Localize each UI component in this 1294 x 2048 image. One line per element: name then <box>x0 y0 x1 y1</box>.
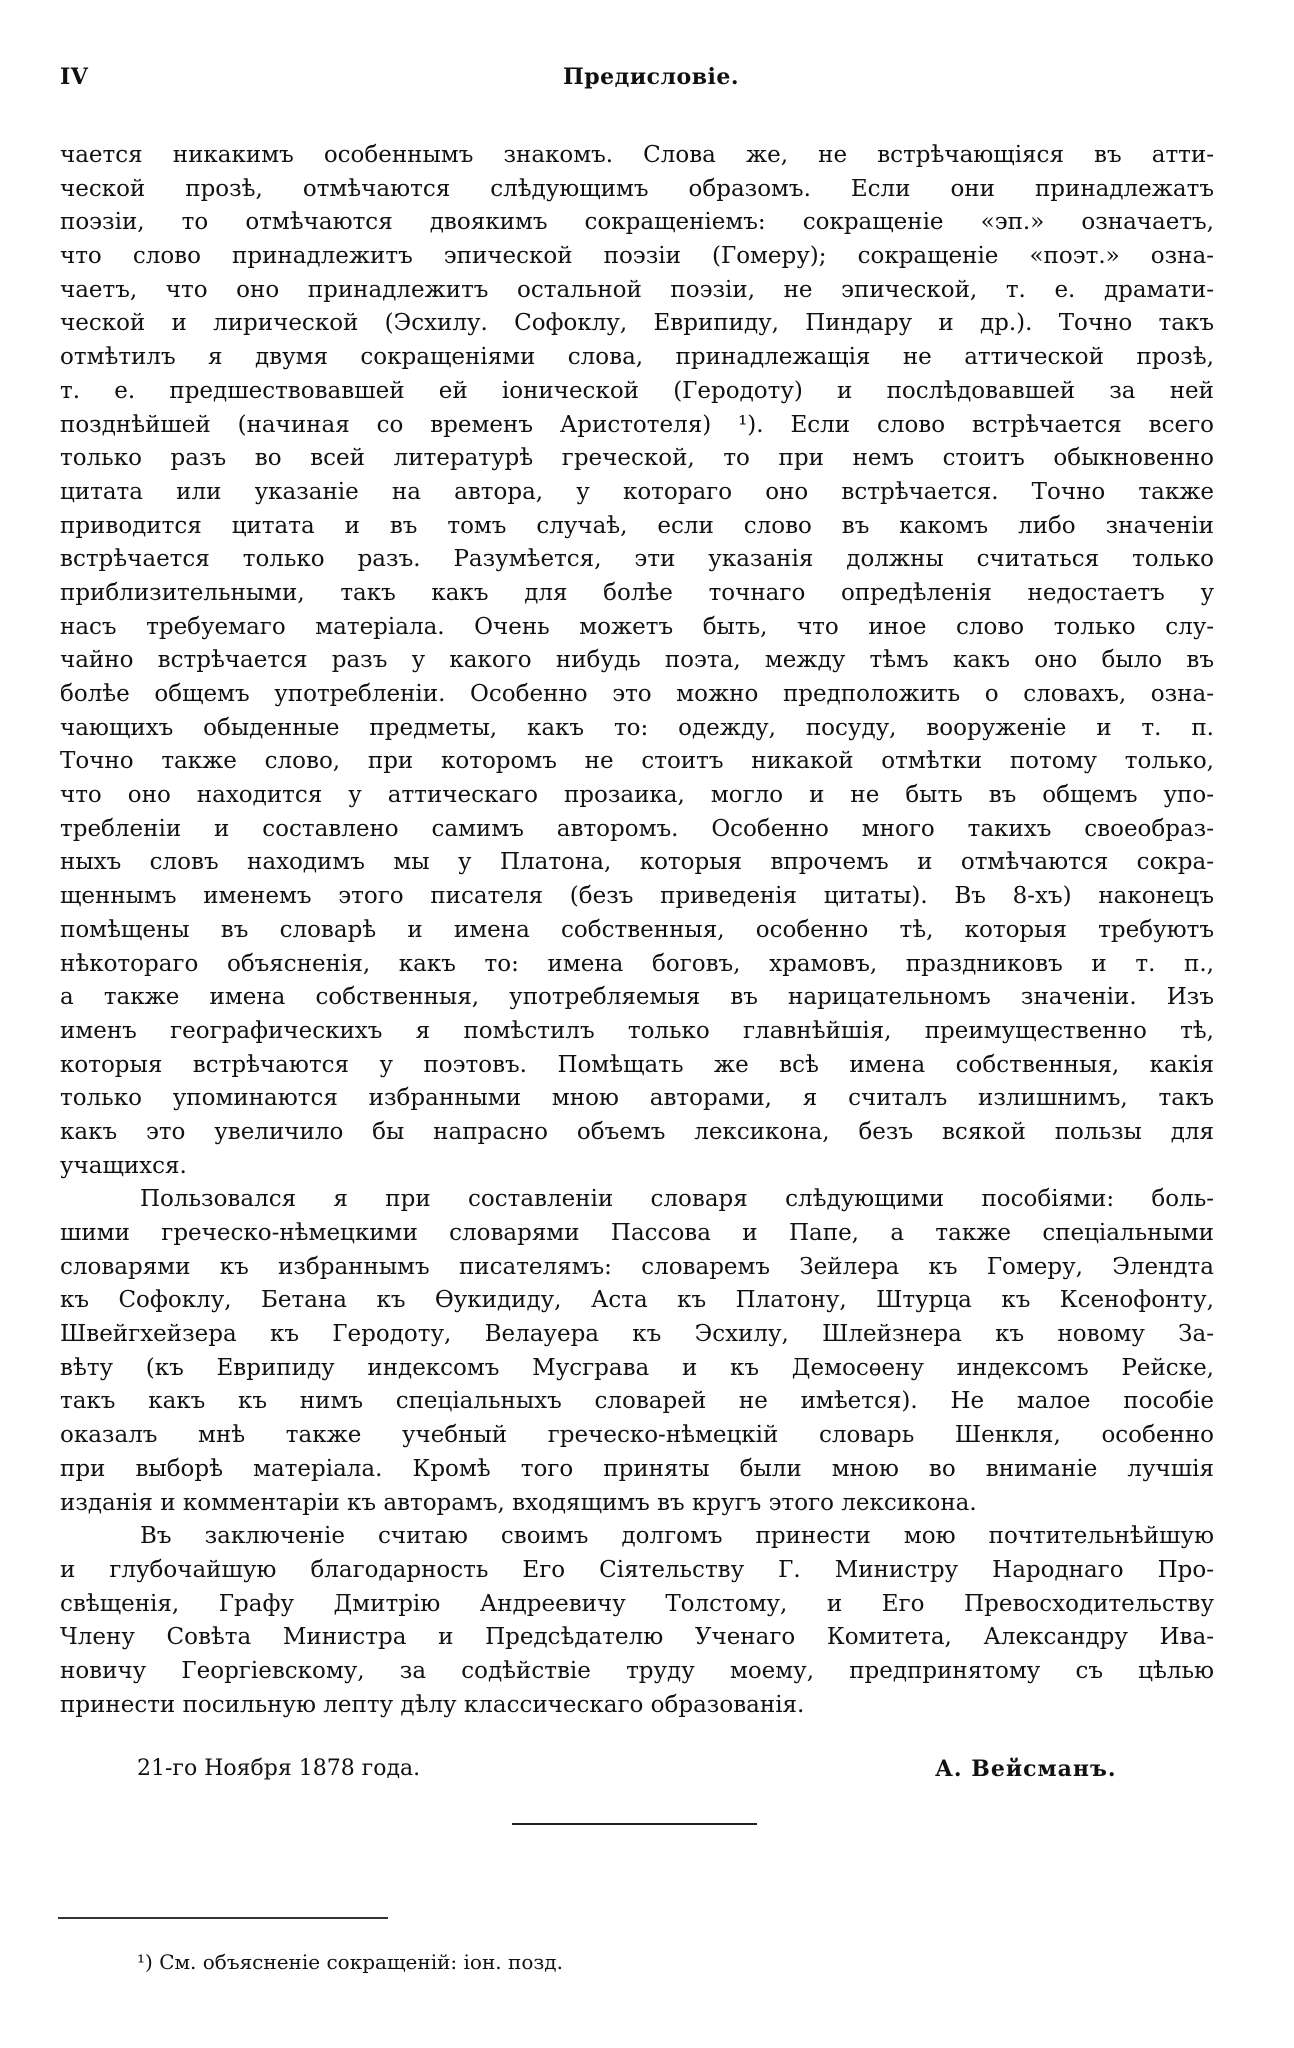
text-line: приблизительными, такъ какъ для болѣе точнаго опредѣленія недостаетъ у <box>60 579 1214 606</box>
text-line: а также имена собственныя, употребляемыя въ нарицательномъ значеніи. Изъ <box>60 984 1214 1011</box>
text-line: отмѣтилъ я двумя сокращеніями слова, принадлежащія не аттической прозѣ, <box>60 344 1214 371</box>
text-line: словарями къ избраннымъ писателямъ: словаремъ Зейлера къ Гомеру, Элендта <box>60 1253 1214 1280</box>
text-line: такъ какъ къ нимъ спеціальныхъ словарей не имѣется). Не малое пособіе <box>60 1388 1214 1415</box>
text-line: шими греческо-нѣмецкими словарями Пассова и Папе, а также спеціальными <box>60 1220 1214 1246</box>
preface-body <box>60 139 1214 1722</box>
text-line: помѣщены въ словарѣ и имена собственныя, особенно тѣ, которыя требуютъ <box>60 916 1214 943</box>
paragraph <box>60 139 1214 1183</box>
section-separator-rule <box>512 1823 757 1825</box>
text-line: которыя встрѣчаются у поэтовъ. Помѣщать же всѣ имена собственныя, какія <box>60 1051 1214 1078</box>
text-line: новичу Георгіевскому, за содѣйствіе труду моему, предпринятому съ цѣлью <box>60 1657 1214 1684</box>
text-line: что слово принадлежитъ эпической поэзіи (Гомеру); сокращеніе «поэт.» озна- <box>60 243 1214 270</box>
text-line: приводится цитата и въ томъ случаѣ, если слово въ какомъ либо значеніи <box>60 512 1214 539</box>
text-line: Члену Совѣта Министра и Предсѣдателю Ученаго Комитета, Александру Ива- <box>60 1624 1214 1651</box>
text-line: Точно также слово, при которомъ не стоитъ никакой отмѣтки потому только, <box>60 748 1214 775</box>
text-line: цитата или указаніе на автора, у котораго оно встрѣчается. Точно также <box>60 478 1214 505</box>
footnote <box>137 1950 563 1974</box>
text-line: именъ географическихъ я помѣстилъ только главнѣйшія, преимущественно тѣ, <box>60 1017 1214 1044</box>
text-line: Въ заключеніе считаю своимъ долгомъ принести мою почтительнѣйшую <box>140 1523 1214 1550</box>
text-line: чайно встрѣчается разъ у какого нибудь поэта, между тѣмъ какъ оно было въ <box>60 647 1214 674</box>
text-line: вѣту (къ Еврипиду индексомъ Мусграва и къ Демосѳену индексомъ Рейске, <box>60 1354 1214 1381</box>
text-line: поэзіи, то отмѣчаются двоякимъ сокращеніемъ: сокращеніе «эп.» означаетъ, <box>60 209 1214 236</box>
paragraph <box>60 1520 1214 1722</box>
text-line: чающихъ обыденные предметы, какъ то: одежду, посуду, вооруженіе и т. п. <box>60 714 1214 741</box>
text-line: чается никакимъ особеннымъ знакомъ. Слова же, не встрѣчающіяся въ атти- <box>60 142 1214 168</box>
text-line: чаетъ, что оно принадлежитъ остальной поэзіи, не эпической, т. е. драмати- <box>60 276 1214 303</box>
text-line: т. е. предшествовавшей ей іонической (Геродоту) и послѣдовавшей за ней <box>60 377 1214 404</box>
text-line: щеннымъ именемъ этого писателя (безъ приведенія цитаты). Въ 8-хъ) наконецъ <box>60 883 1214 910</box>
text-line: нѣкотораго объясненія, какъ то: имена боговъ, храмовъ, праздниковъ и т. п., <box>60 950 1214 977</box>
closing-date: 21-го Ноября 1878 года. <box>137 1756 421 1781</box>
text-line: учащихся. <box>60 1152 187 1179</box>
text-line: къ Софоклу, Бетана къ Ѳукидиду, Аста къ Платону, Штурца къ Ксенофонту, <box>60 1287 1214 1314</box>
text-line: изданія и комментаріи къ авторамъ, входящимъ въ кругъ этого лексикона. <box>60 1489 977 1516</box>
text-line: болѣе общемъ употребленіи. Особенно это можно предположить о словахъ, озна- <box>60 681 1214 707</box>
text-line: требленіи и составлено самимъ авторомъ. Особенно много такихъ своеобраз- <box>60 815 1214 842</box>
footnote-text: См. объясненіе сокращеній: іон. позд. <box>159 1950 563 1974</box>
text-line: ныхъ словъ находимъ мы у Платона, которыя впрочемъ и отмѣчаются сокра- <box>60 849 1214 876</box>
text-line: насъ требуемаго матеріала. Очень можетъ быть, что иное слово только слу- <box>60 613 1214 640</box>
text-line: что оно находится у аттическаго прозаика, могло и не быть въ общемъ упо- <box>60 782 1214 809</box>
text-line: Швейгхейзера къ Геродоту, Велауера къ Эсхилу, Шлейзнера къ новому За- <box>60 1321 1214 1348</box>
text-line: Пользовался я при составленіи словаря слѣдующими пособіями: боль- <box>140 1186 1214 1213</box>
text-line: ческой и лирической (Эсхилу. Софоклу, Еврипиду, Пиндару и др.). Точно такъ <box>60 310 1214 337</box>
page-number: IV <box>60 64 89 90</box>
paragraph <box>60 1183 1214 1520</box>
text-line: позднѣйшей (начиная со временъ Аристотеля) ¹). Если слово встрѣчается всего <box>60 411 1214 438</box>
text-line: встрѣчается только разъ. Разумѣется, эти указанія должны считаться только <box>60 546 1214 573</box>
text-line: принести посильную лепту дѣлу классическаго образованія. <box>60 1691 805 1718</box>
text-line: свѣщенія, Графу Дмитрію Андреевичу Толстому, и Его Превосходительству <box>60 1590 1214 1617</box>
text-line: оказалъ мнѣ также учебный греческо-нѣмецкій словарь Шенкля, особенно <box>60 1422 1214 1449</box>
text-line: какъ это увеличило бы напрасно объемъ лексикона, безъ всякой пользы для <box>60 1118 1214 1145</box>
footnote-marker: ¹) <box>137 1950 153 1974</box>
text-line: ческой прозѣ, отмѣчаются слѣдующимъ образомъ. Если они принадлежатъ <box>60 175 1214 202</box>
text-line: только разъ во всей литературѣ греческой, то при немъ стоитъ обыкновенно <box>60 445 1214 472</box>
footnote-rule <box>58 1917 388 1919</box>
text-line: при выборѣ матеріала. Кромѣ того приняты были мною во вниманіе лучшія <box>60 1455 1214 1482</box>
text-line: только упоминаются избранными мною авторами, я считалъ излишнимъ, такъ <box>60 1085 1214 1112</box>
author-signature: А. Вейсманъ. <box>935 1756 1117 1782</box>
running-title: Предисловіе. <box>563 64 740 90</box>
text-line: и глубочайшую благодарность Его Сіятельству Г. Министру Народнаго Про- <box>60 1556 1214 1583</box>
